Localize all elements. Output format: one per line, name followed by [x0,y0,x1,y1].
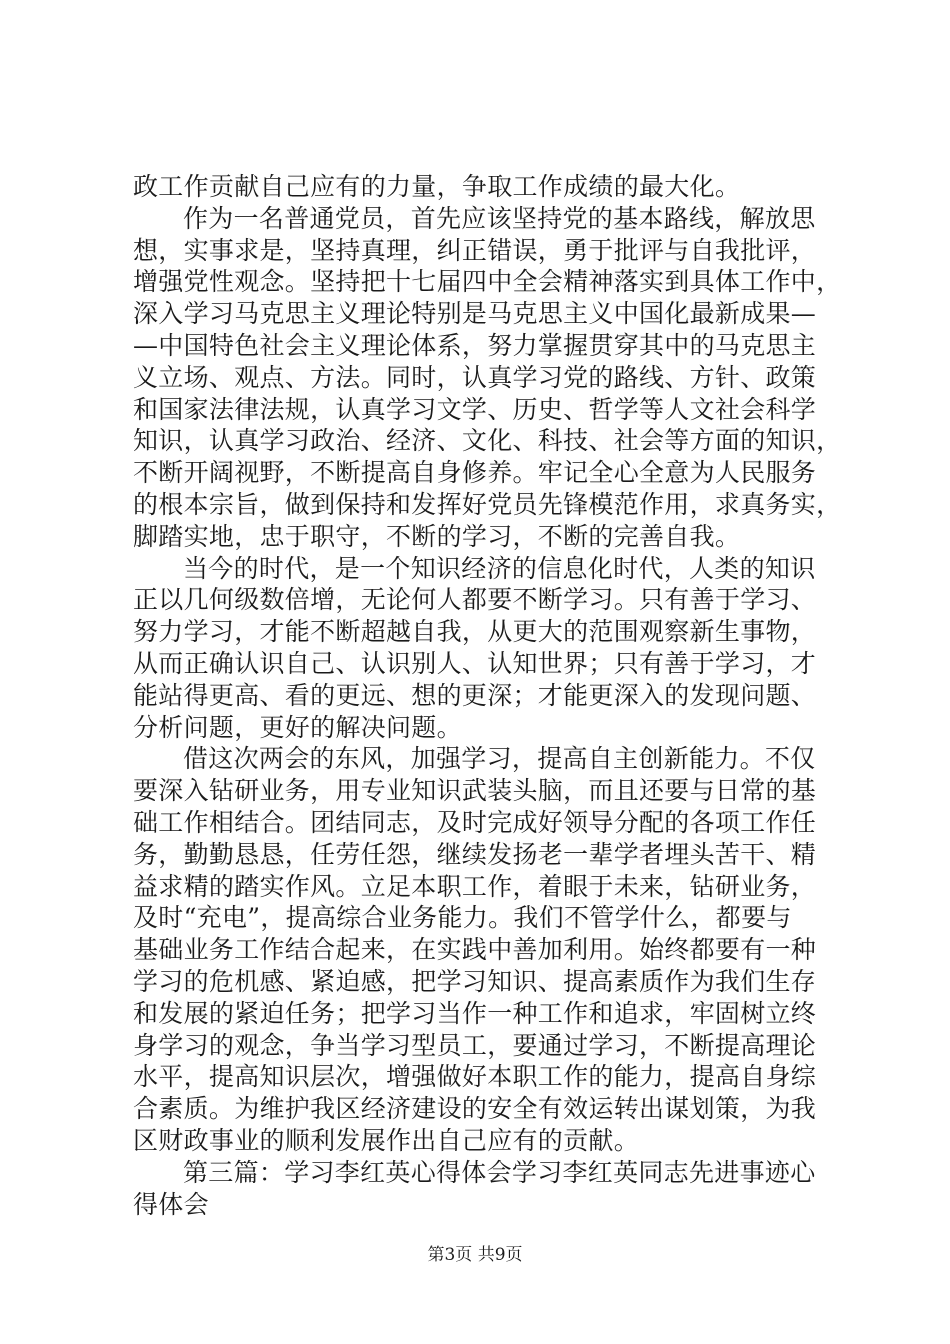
text-line: —中国特色社会主义理论体系，努力掌握贯穿其中的马克思主 [133,330,817,360]
text-line: 要深入钻研业务，用专业知识武装头脑，而且还要与日常的基 [133,776,817,806]
paragraph-first-line: 第三篇：学习李红英心得体会学习李红英同志先进事迹心 [183,1157,816,1187]
text-line: 知识，认真学习政治、经济、文化、科技、社会等方面的知识， [133,426,842,456]
text-line: 和国家法律法规，认真学习文学、历史、哲学等人文社会科学 [133,394,817,424]
text-line: 想，实事求是，坚持真理，纠正错误，勇于批评与自我批评， [133,235,817,265]
document-body [133,171,842,1220]
text-line: 分析问题，更好的解决问题。 [133,712,462,742]
text-line: 努力学习，才能不断超越自我，从更大的范围观察新生事物， [133,617,817,647]
paragraph-first-line: 借这次两会的东风，加强学习，提高自主创新能力。不仅 [183,744,816,774]
text-line: 础工作相结合。团结同志，及时完成好领导分配的各项工作任 [133,807,817,837]
text-line: 区财政事业的顺利发展作出自己应有的贡献。 [133,1125,640,1155]
text-line: 合素质。为维护我区经济建设的安全有效运转出谋划策，为我 [133,1094,817,1124]
text-line: 学习的危机感、紧迫感，把学习知识、提高素质作为我们生存 [133,966,817,996]
text-line: 基础业务工作结合起来，在实践中善加利用。始终都要有一种 [133,935,817,965]
text-line: 脚踏实地，忠于职守，不断的学习，不断的完善自我。 [133,521,741,551]
text-line: 不断开阔视野，不断提高自身修养。牢记全心全意为人民服务 [133,458,817,488]
text-line: 政工作贡献自己应有的力量，争取工作成绩的最大化。 [133,172,741,201]
text-line: 和发展的紧迫任务；把学习当作一种工作和追求，牢固树立终 [133,998,817,1028]
text-line: 的根本宗旨，做到保持和发挥好党员先锋模范作用，求真务实， [133,489,842,519]
text-line: 义立场、观点、方法。同时，认真学习党的路线、方针、政策 [133,362,817,392]
text-line: 得体会 [133,1189,209,1219]
text-line: 务，勤勤恳恳，任劳任怨，继续发扬老一辈学者埋头苦干、精 [133,839,817,869]
text-line: 正以几何级数倍增，无论何人都要不断学习。只有善于学习、 [133,585,817,615]
paragraph-first-line: 当今的时代，是一个知识经济的信息化时代，人类的知识 [183,553,816,583]
text-line: 益求精的踏实作风。立足本职工作，着眼于未来，钻研业务， [133,871,817,901]
paragraph-first-line: 作为一名普通党员，首先应该坚持党的基本路线，解放思 [183,203,816,233]
text-line: 深入学习马克思主义理论特别是马克思主义中国化最新成果— [133,299,817,329]
text-line: 增强党性观念。坚持把十七届四中全会精神落实到具体工作中， [133,267,842,297]
text-line: 从而正确认识自己、认识别人、认知世界；只有善于学习，才 [133,648,817,678]
page-footer: 第3页 共9页 [427,1245,523,1265]
text-line: 能站得更高、看的更远、想的更深；才能更深入的发现问题、 [133,680,817,710]
text-line: 身学习的观念，争当学习型员工，要通过学习，不断提高理论 [133,1030,817,1060]
text-line: 水平，提高知识层次，增强做好本职工作的能力，提高自身综 [133,1062,817,1092]
text-line: 及时“充电”，提高综合业务能力。我们不管学什么，都要与 [133,903,792,933]
